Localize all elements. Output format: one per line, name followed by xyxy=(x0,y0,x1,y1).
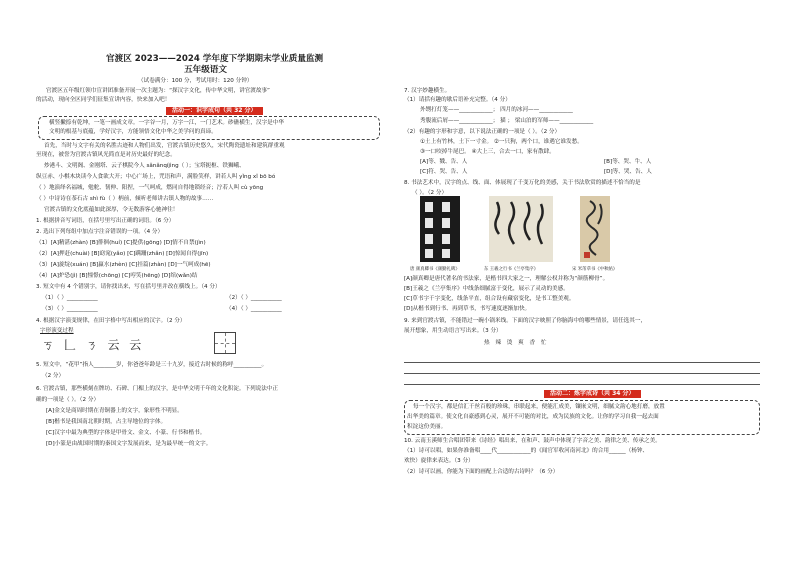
image-caption: 唐 颜真卿书《颜勤礼碑》 xyxy=(410,267,460,272)
passage-line: 炒港斗、文明阁、金刚塔、云子棋院今人 sǎnǎnqíjìng（ ）；宝塔扼枢、铁狮峨、 xyxy=(44,163,245,169)
calligraphy-image-caoshu xyxy=(580,196,610,262)
riddle-line: ①土上有竹林，土下一寸金。 ②一只狗，两个口，谁遇它谁发愁。 xyxy=(420,139,583,145)
option-row: （4）[A]炉恐(jì) [B]憧憬(chōng) [C]哼笑(hēng) [D]绾(wǎn)结 xyxy=(36,273,198,279)
image-caption: 东 王羲之行书《兰亭集序》 xyxy=(484,267,539,272)
activity-one-banner: 活动一：识字成句（共 32 分） xyxy=(166,107,263,115)
answer-line[interactable] xyxy=(404,362,760,363)
option: [C]草书字千字变化，线条平直，组合设有藏宿变化，是书工整美观。 xyxy=(404,296,575,302)
quote-box xyxy=(404,400,760,435)
quote-box xyxy=(38,116,380,140)
passage-line: 纵豆赤、小棋木块读今人食欲大开；中心广场上，咒语和声，满脸笑样，讲若人叫 yǐng xǐ bō bó xyxy=(36,174,276,180)
answer-line[interactable] xyxy=(404,373,760,374)
option: [D]等、哭、告、人 xyxy=(604,169,652,175)
calligraphy-image-xingshu xyxy=(489,196,553,262)
question-1: 1. 根据拼音写词语，在括号里写出正确的词语。（6 分） xyxy=(36,218,175,224)
question-2: 2. 选出下列每组中加点字注音错误的一项。（4 分） xyxy=(36,229,164,235)
question-10-1: （1）诗可以唱，如果你准备唱____代____________的《闻官军收河南河北》的合用______（杨钟、 xyxy=(404,448,649,454)
question-5-score: （2 分） xyxy=(42,373,65,379)
intro-line: 官渡区五年级红领巾宣讲团准备开展一次主题为：“探汉字文化，传中华文明，讲官渡故事” xyxy=(46,88,270,94)
answer-line[interactable] xyxy=(404,384,760,385)
passage-line: 至现在，被誉为官渡古镇风光简直是对历史最好的纪念。 xyxy=(36,152,176,158)
question-10-2: （2）诗可以画，你能为下面的画配上合适的古诗吗？（6 分） xyxy=(404,469,559,475)
activity-two-banner: 活动二：炼字成诗（共 34 分） xyxy=(544,390,641,398)
word-choices: 热 辣 烫 爽 香 忙 xyxy=(484,340,549,346)
question-9: 9. 来到官渡古镇，不能错过一碗小锅米线。下面的汉字映照了你脑海中的哪些情景，请任选其一， xyxy=(404,318,647,324)
option: [A]金文是商周时期在青铜器上的文字，象形性不明显。 xyxy=(46,408,183,414)
option: [B]楷书是我国南北朝时期，占主导地位的字体。 xyxy=(46,419,167,425)
option-row: （2）[A]押赶(chuài) [B]窈窕(yǎo) [C]蹒跚(zhǎn) [D]惊闻自得(jīn) xyxy=(36,251,209,257)
option-row: （3）[A]旋绽(xuán) [B]赢水(zhèn) [C]挂篇(zhàn) [D]一气呵成(hē) xyxy=(36,262,211,268)
question-6: 6. 官渡古镇，那些横刻在牌坊、石碑、门楣上的汉字，是中华文明千年的文化积淀。下列说法中正 xyxy=(36,386,279,392)
quote-line: 每一个汉字，都是信汇千丝百般的珍珠，串联起来，便能汇成美，镶嵌文明，细腻文韵心地打磨，放置 xyxy=(413,404,665,410)
question-10: 10. 云南玉溪师生合唱团带来《诗经》唱出来，在和声、鼓声中体现了字音之美、韵律之美、传承之美。 xyxy=(404,438,661,444)
answer-blank: （3）（ ）___________ xyxy=(42,306,98,312)
question-6: 确的一项是（ ）。（2 分） xyxy=(36,397,100,403)
quote-line: 文明的根基与底蕴，学好汉字，方能领悟文化中华之美学问的真谛。 xyxy=(49,129,217,135)
option: [D]从楷书到行书、再到草书，书写速度逐渐加快。 xyxy=(404,306,531,312)
question-7-1: （1）请括有趣的歇后语补充完整。（4 分） xyxy=(404,97,511,103)
option: [B]等、哭、牛、人 xyxy=(604,159,652,165)
exam-info: （试卷满分：100 分，考试用时：120 分钟） xyxy=(138,78,253,84)
option-row: （1）[A]精湛(zhàn) [B]徘徊(huí) [C]提供(gōng) [D]情不自禁(jìn) xyxy=(36,240,206,246)
idiom-line: 秀腹流后屑——____________； 猫 ； 梁山泊的军师——____________ xyxy=(420,118,594,124)
quote-line: 横竖撇捺有乾坤，一笔一画成文章。一字谷一月，万字一江，一门艺术。砂礁横生，汉字是中华 xyxy=(49,120,284,126)
quote-line: 积淀这份美丽。 xyxy=(407,424,447,430)
question-7: 7. 汉字妙趣横生。 xyxy=(404,88,451,94)
intro-line: 的活动，现向全区同学们征集宣讲内容，快来加入吧！ xyxy=(36,97,171,103)
evolution-label: 字形演变过程 xyxy=(40,328,74,334)
passage-line: 首先，当时与文字有关的名胜古迹和人物们出发，官渡古镇历史悠久，宋代陶瓷遗址和建筑群重观 xyxy=(44,143,285,149)
option: [B]王羲之《兰亭集序》中线条细腻富于变化，展示了灵动的美感。 xyxy=(404,286,569,292)
answer-blank: （4）（ ）___________ xyxy=(226,306,282,312)
quote-line: 出华美的篇章。使文化自豪感到心灵，展开不可能的对比，成为民族的文化。让你的学习自我一起去面 xyxy=(407,414,659,420)
question-7-2: （2）有趣的字形和字意，以下说法正确的一项是（ ）。（2 分） xyxy=(404,129,561,135)
question-8: 8. 书法艺术中，汉字的点、线、面、体展现了千变万化的美感，关于书法欣赏的描述不恰当的是 xyxy=(404,180,641,186)
idiom-line: 外甥打灯笼——____________； 四月的冰河——____________ xyxy=(420,107,573,113)
passage-line: 官渡古镇的文化底蕴如此深厚，令无数游客心驰神往！ xyxy=(44,207,179,213)
evolution-glyphs: ㄎ 𠃊 ㄋ 云 云 xyxy=(42,338,145,352)
question-4: 4. 根据汉字演变规律，在田字格中写出相应的汉字。（2 分） xyxy=(36,318,186,324)
option: [C]符、哭、告、人 xyxy=(420,169,468,175)
subject-title: 五年级语文 xyxy=(184,65,227,75)
answer-blank: （1）（ ）___________ xyxy=(42,295,98,301)
riddle-line: ③一口咬掉牛尾巴。 ④大上三，合去一口，家有散肆。 xyxy=(420,149,555,155)
option: [A]等、戮、告、人 xyxy=(420,159,468,165)
passage-line: （ ）地演绎名福城，勉舵、韧伸、阳捏，一气呵成，燃同自得地锁经音；泞若人叫 cù yōng xyxy=(36,185,264,191)
option: [D]小篆是由战国时期的秦国文字发展而来，是为最早统一的文字。 xyxy=(46,441,212,447)
question-9: 展开想象，用生动语言写出来。（3 分） xyxy=(404,328,502,334)
question-8: （ ）。（2 分） xyxy=(412,190,448,196)
question-10-1: 欢快）旋律来表达。（3 分） xyxy=(404,458,474,464)
image-caption: 宋 米芾草书《中秋帖》 xyxy=(572,267,618,272)
passage-line: （ ）中诗诗在茶石古 shì fù（ ）柄前，倾听老师讲古镇人物的故事…… xyxy=(36,196,214,202)
exam-title: 官渡区 2023——2024 学年度下学期期末学业质量监测 xyxy=(106,54,324,64)
question-5: 5. 短文中，“花甲”指人________岁，你爸爸年龄是三十九岁，接近古时候的称呼__________。 xyxy=(36,362,268,368)
answer-blank: （2）（ ）___________ xyxy=(226,295,282,301)
writing-grid[interactable] xyxy=(214,332,236,354)
question-3: 3. 短文中有 4 个错别字，请你找出来，写在括号里并改在横线上。（4 分） xyxy=(36,284,221,290)
option: [A]颜真卿是唐代著名的书法家，是楷书四大家之一，理解公权并称为“颜筋柳骨”。 xyxy=(404,276,609,282)
calligraphy-image-kaishu xyxy=(420,196,460,262)
option: [C]汉字中最为典型的字体是甲骨文、金文、小篆、行书和楷书。 xyxy=(46,430,206,436)
